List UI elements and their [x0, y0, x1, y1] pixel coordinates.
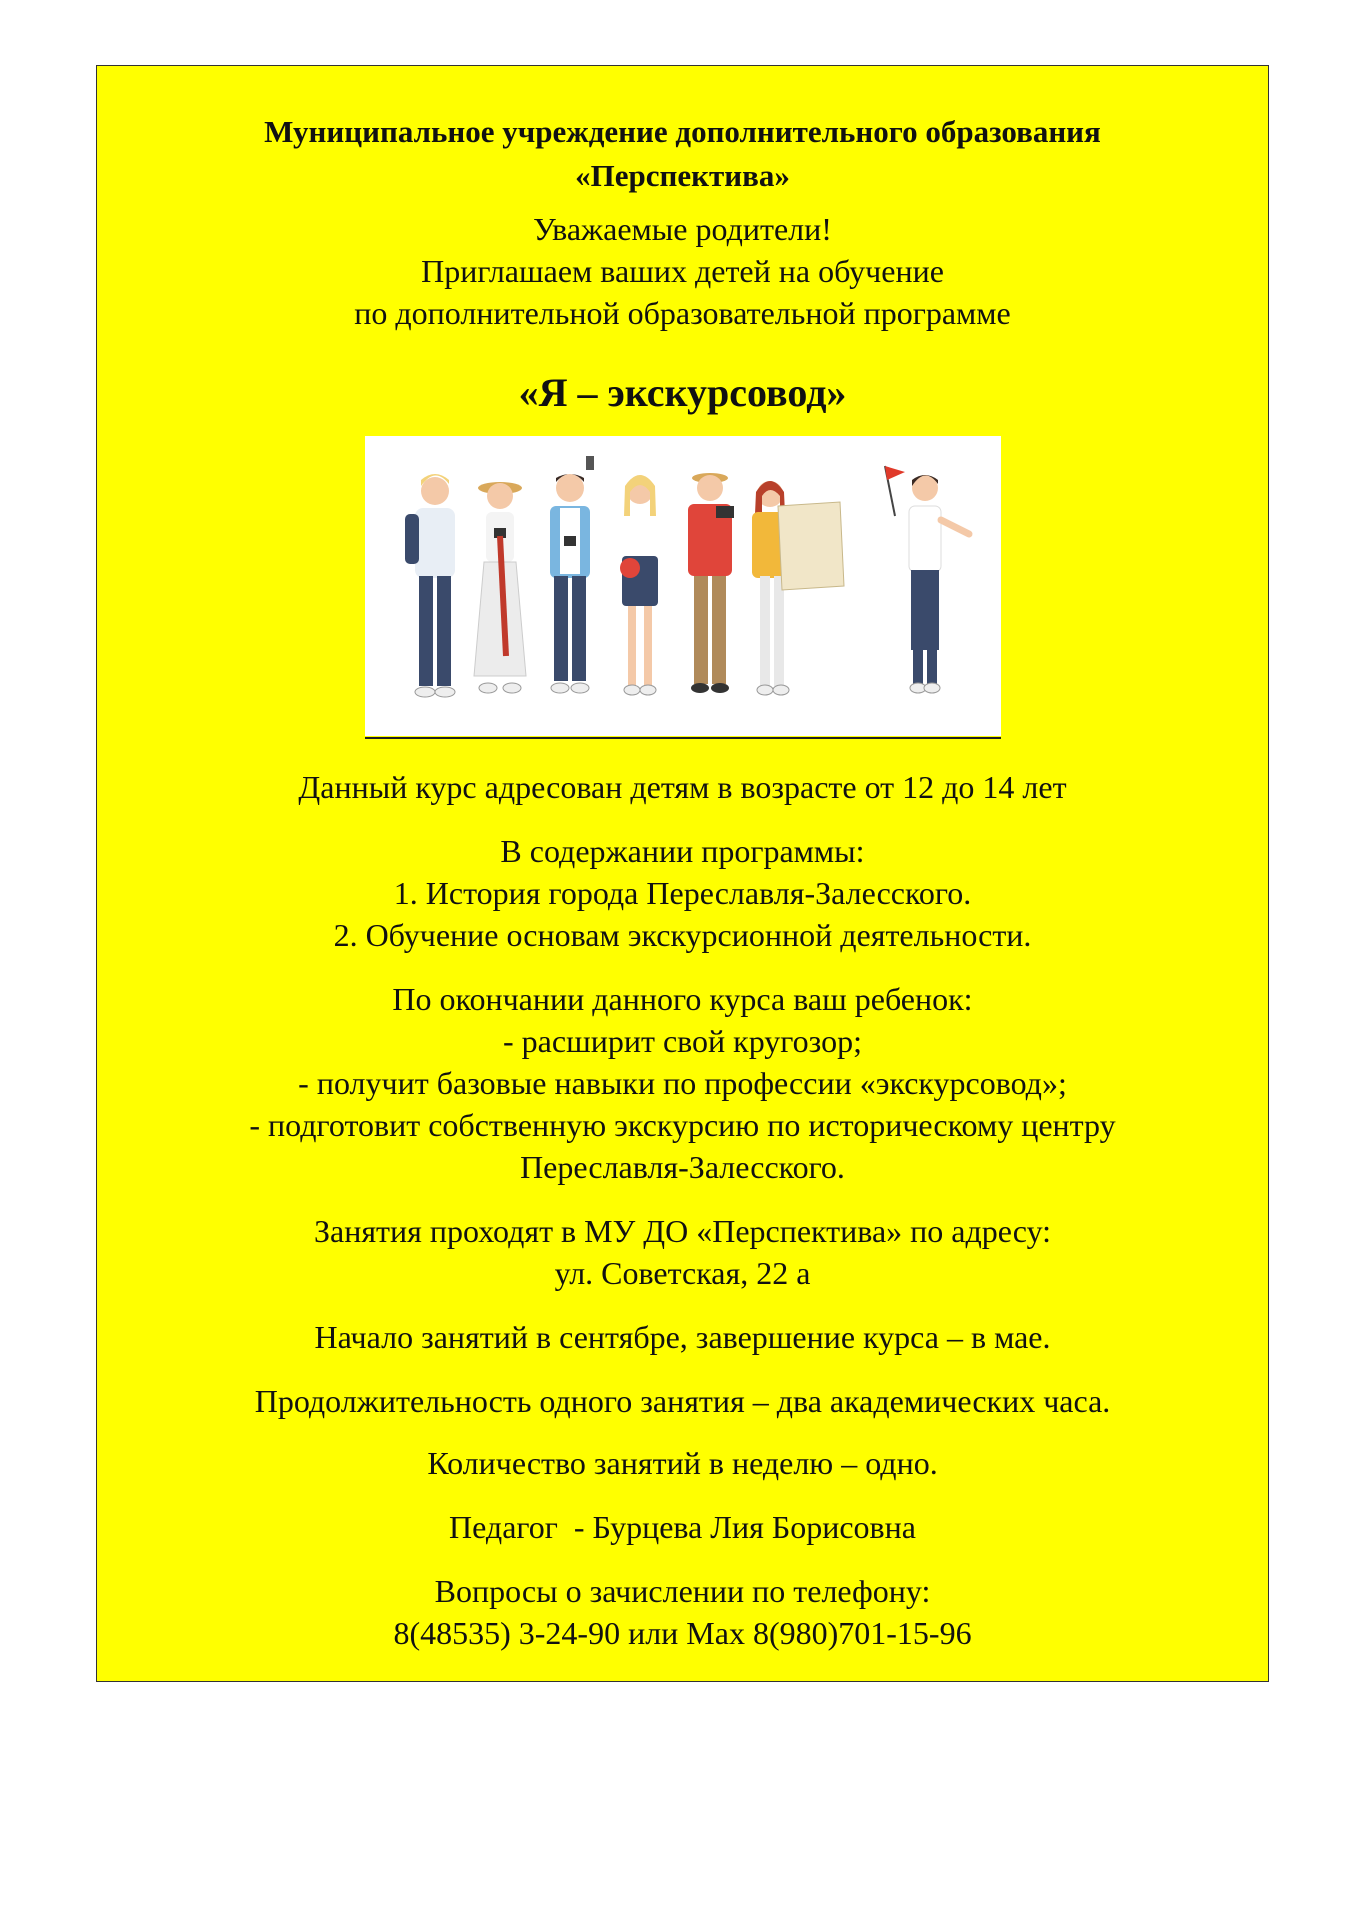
location-address: ул. Советская, 22 а — [554, 1255, 811, 1291]
outcome-item: - подготовит собственную экскурсию по историческому центру — [249, 1107, 1116, 1143]
age-info: Данный курс адресован детям в возрасте от 12 до 14 лет — [298, 769, 1067, 805]
schedule-info: Начало занятий в сентябре, завершение курса – в мае. — [314, 1319, 1051, 1355]
duration-info: Продолжительность одного занятия – два академических часа. — [254, 1383, 1111, 1419]
location-line1: Занятия проходят в МУ ДО «Перспектива» по адресу: — [313, 1213, 1052, 1249]
contact-phones: 8(48535) 3-24-90 или Max 8(980)701-15-96 — [393, 1615, 972, 1651]
outcome-item: - расширит свой кругозор; — [503, 1023, 862, 1059]
tourist-figure-5 — [688, 473, 734, 693]
tourist-figure-3 — [550, 456, 594, 693]
org-name-line2: «Перспектива» — [575, 158, 790, 193]
invitation-line1: Приглашаем ваших детей на обучение — [421, 253, 944, 289]
contact-title: Вопросы о зачислении по телефону: — [434, 1573, 931, 1609]
outcome-item: - получит базовые навыки по профессии «экскурсовод»; — [298, 1065, 1067, 1101]
content-item: 1. История города Переславля-Залесского. — [393, 875, 972, 911]
outcome-item: Переславля-Залесского. — [520, 1149, 845, 1185]
content-title: В содержании программы: — [500, 833, 865, 869]
frequency-info: Количество занятий в неделю – одно. — [427, 1445, 938, 1481]
flyer-panel — [96, 65, 1269, 1682]
content-item: 2. Обучение основам экскурсионной деятельности. — [333, 917, 1032, 953]
tourist-guide-figure — [885, 466, 969, 693]
org-name-line1: Муниципальное учреждение дополнительного образования — [264, 114, 1101, 149]
greeting: Уважаемые родители! — [533, 211, 832, 247]
outcome-title: По окончании данного курса ваш ребенок: — [392, 981, 973, 1017]
program-title: «Я – экскурсовод» — [518, 370, 847, 415]
tourist-figure-1 — [405, 474, 455, 697]
teacher-info: Педагог - Бурцева Лия Борисовна — [449, 1509, 916, 1545]
tourists-group-illustration-icon — [365, 436, 1001, 736]
tourist-figure-6 — [752, 481, 844, 695]
illustration-divider — [365, 737, 1001, 739]
tourist-figure-2 — [474, 482, 526, 693]
tourist-figure-4 — [620, 475, 658, 695]
invitation-line2: по дополнительной образовательной программе — [354, 295, 1011, 331]
